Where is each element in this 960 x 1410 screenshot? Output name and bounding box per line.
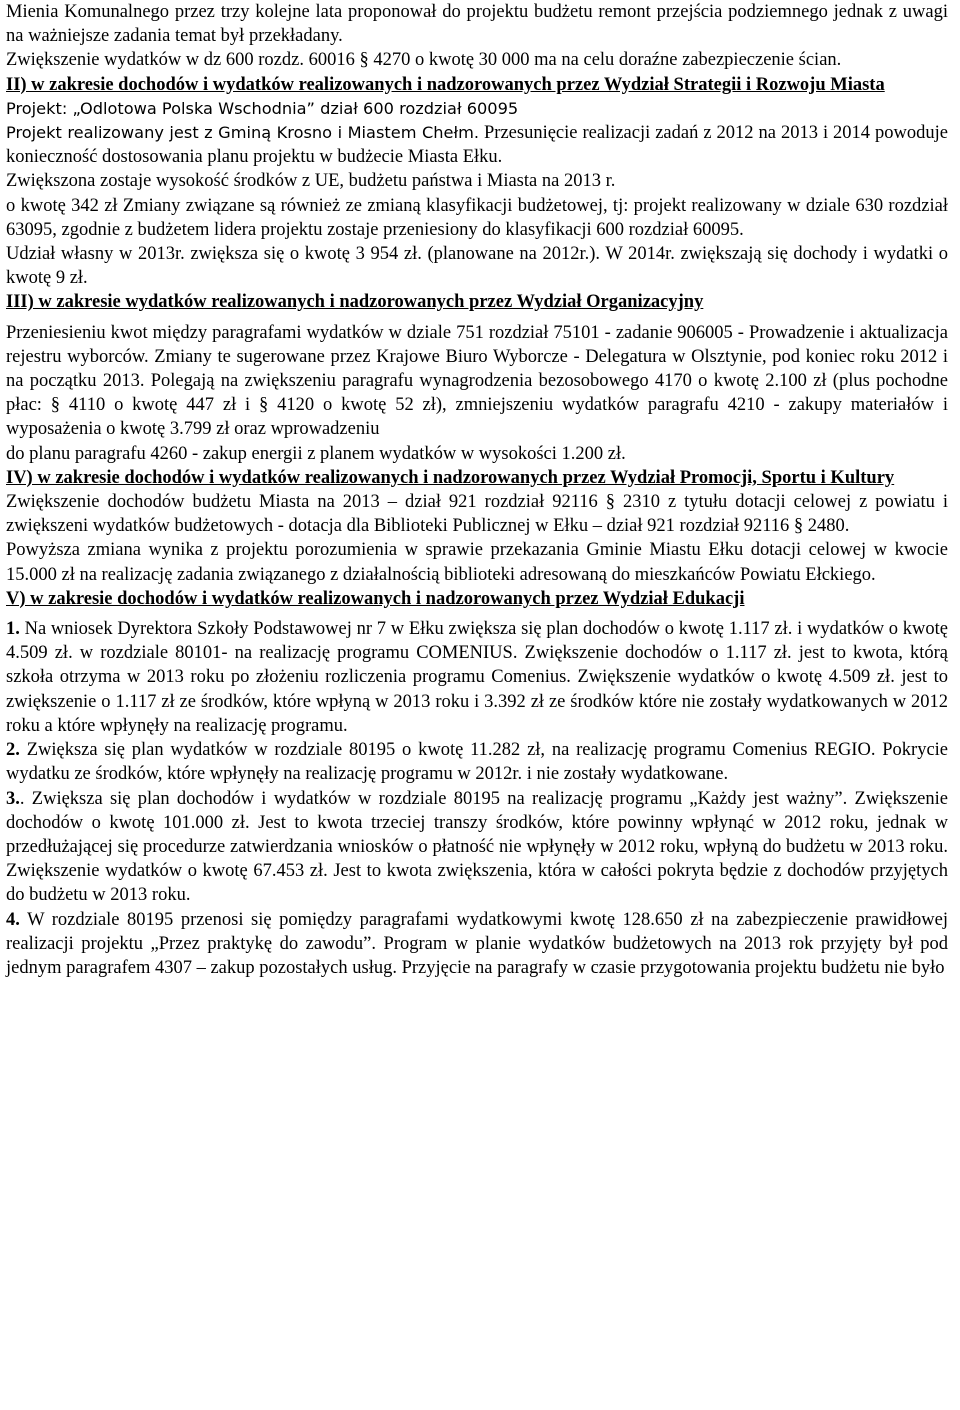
section-heading-IV: IV) w zakresie dochodów i wydatków realizowanych i nadzorowanych przez Wydział Promocji, Sportu i Kultury — [6, 467, 895, 488]
paragraph-intro-2: Zwiększenie wydatków w dz 600 rozdz. 60016 § 4270 o kwotę 30 000 ma na celu doraźne zabezpieczenie ścian. — [6, 50, 842, 71]
projekt-shift-text: Przesunięcie realizacji zadań z 2012 na 2013 i 2014 powoduje konieczność dostosowania planu projektu w budżecie Miasta Ełku. — [6, 123, 949, 168]
list-item-2-number: 2. — [6, 740, 20, 761]
list-item-1-text: Na wniosek Dyrektora Szkoły Podstawowej nr 7 w Ełku zwiększa się plan dochodów o kwotę 1.117 zł. i wydatków o kwotę 4.509 zł. w rozdziale 80101- na realizację programu COMENIUS. Zwiększenie dochodów o 1.117 zł. jest to kwota, którą szkoła otrzyma w 2013 roku po złożeniu rozliczenia programu Comenius. Zwiększenie wydatków o kwotę 4.509 zł. jest to zwiększenie o 1.117 zł ze środków, które wpłyną w 2013 roku i 3.392 zł ze środków które nie zostały wydatkowanych w 2012 roku a które wpłynęły na realizację programu. — [6, 619, 948, 736]
paragraph-projekt-title: Projekt: „Odlotowa Polska Wschodnia” dział 600 rozdział 60095 — [6, 98, 519, 118]
section-heading-V: V) w zakresie dochodów i wydatków realizowanych i nadzorowanych przez Wydział Edukacji — [6, 588, 745, 609]
list-item-3-text: . Zwiększa się plan dochodów i wydatków w rozdziale 80195 na realizację programu „Każdy jest ważny”. Zwiększenie dochodów o kwotę 101.000 zł. Jest to kwota trzeciej transzy środków, które powinny wpłynąć w 2012 roku, jednak w przedłużającej się procedurze zatwierdzania wniosków o płatność nie wpłynęły w 2012 roku, wpłyną do budżetu w 2013 roku. Zwiększenie wydatków o kwotę 67.453 zł. Jest to kwota zwiększenia, która w całości pokryta będzie z dochodów przyjętych do budżetu w 2013 roku. — [6, 788, 948, 906]
section-heading-III: III) w zakresie wydatków realizowanych i nadzorowanych przez Wydział Organizacyjny — [6, 292, 704, 313]
paragraph-projekt-description — [6, 121, 948, 169]
section-heading-II: II) w zakresie dochodów i wydatków realizowanych i nadzorowanych przez Wydział Strategii i Rozwoju Miasta — [6, 74, 885, 95]
list-item-2-text: Zwiększa się plan wydatków w rozdziale 80195 o kwotę 11.282 zł, na realizację programu Comenius REGIO. Pokrycie wydatku ze środków, które wpłynęły na realizację programu w 2012r. i nie zostały wydatkowane. — [6, 740, 949, 785]
paragraph-IV-1: Zwiększenie dochodów budżetu Miasta na 2013 – dział 921 rozdział 92116 § 2310 z tytułu dotacji celowej z powiatu i zwiększeni wydatków budżetowych - dotacja dla Biblioteki Publicznej w Ełku – dział 921 rozdział 92116 § 2480. — [6, 492, 948, 537]
list-item-1 — [6, 617, 948, 738]
list-item-3 — [6, 787, 948, 908]
list-item-3-number: 3. — [6, 788, 20, 809]
projekt-partners-text: Projekt realizowany jest z Gminą Krosno i Miastem Chełm. — [6, 123, 480, 143]
list-item-4 — [6, 908, 948, 981]
paragraph-zwiekszona: Zwiększona zostaje wysokość środków z UE, budżetu państwa i Miasta na 2013 r. — [6, 171, 616, 192]
paragraph-intro-1: Mienia Komunalnego przez trzy kolejne lata proponował do projektu budżetu remont przejścia podziemnego jednak z uwagi na ważniejsze zadania temat był przekładany. — [6, 2, 948, 47]
list-item-1-number: 1. — [6, 619, 20, 640]
paragraph-III-2: do planu paragrafu 4260 - zakup energii z planem wydatków w wysokości 1.200 zł. — [6, 443, 626, 464]
list-item-4-text: W rozdziale 80195 przenosi się pomiędzy paragrafami wydatkowymi kwotę 128.650 zł na zabezpieczenie prawidłowej realizacji projektu „Przez praktykę do zawodu”. Program w planie wydatków budżetowych na 2013 rok przyjęty był pod jednym paragrafem 4307 – zakup pozostałych usług. Przyjęcie na paragrafy w czasie przygotowania projektu budżetu nie było — [6, 909, 948, 978]
paragraph-udzial-wlasny: Udział własny w 2013r. zwiększa się o kwotę 3 954 zł. (planowane na 2012r.). W 2014r. zwiększają się dochody i wydatki o kwotę 9 zł. — [6, 244, 948, 289]
paragraph-kwota-342: o kwotę 342 zł Zmiany związane są również ze zmianą klasyfikacji budżetowej, tj: projekt realizowany w dziale 630 rozdział 63095, zgodnie z budżetem lidera projektu zostaje przeniesiony do klasyfikacji 600 rozdział 60095. — [6, 195, 948, 240]
paragraph-IV-2: Powyższa zmiana wynika z projektu porozumienia w sprawie przekazania Gminie Miastu Ełku dotacji celowej w kwocie 15.000 zł na realizację zadania związanego z działalnością biblioteki adresowaną do mieszkańców Powiatu Ełckiego. — [6, 540, 948, 585]
paragraph-III-1: Przeniesieniu kwot między paragrafami wydatków w dziale 751 rozdział 75101 - zadanie 906005 - Prowadzenie i aktualizacja rejestru wyborców. Zmiany te sugerowane przez Krajowe Biuro Wyborcze - Delegatura w Olsztynie, pod koniec roku 2012 i na początku 2013. Polegają na zwiększeniu paragrafu wynagrodzenia bezosobowego 4170 o kwotę 2.100 zł (plus pochodne płac: § 4110 o kwotę 447 zł i § 4120 o kwotę 52 zł), zmniejszeniu wydatków paragrafu 4210 - zakupy materiałów i wyposażenia o kwotę 3.799 zł oraz wprowadzeniu — [6, 322, 948, 440]
list-item-4-number: 4. — [6, 909, 20, 930]
list-item-2 — [6, 738, 948, 786]
